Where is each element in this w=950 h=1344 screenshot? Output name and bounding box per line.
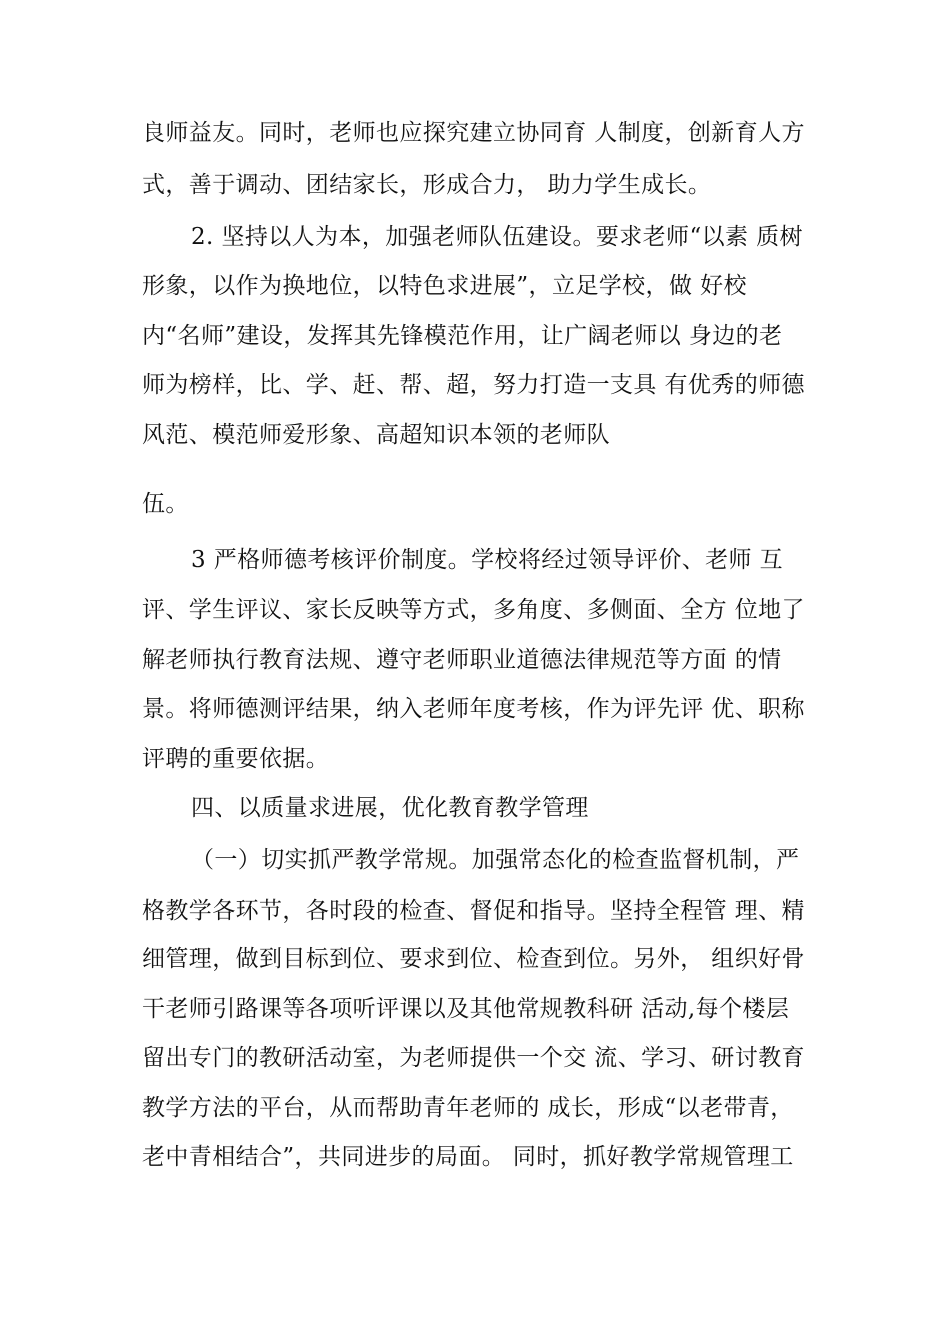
text-line: （一）切实抓严教学常规。加强常态化的检查监督机制，严: [191, 847, 800, 873]
text-line: 教学方法的平台，从而帮助青年老师的 成长，形成“以老带青，: [142, 1095, 794, 1121]
text-line: 留出专门的教研活动室，为老师提供一个交 流、学习、研讨教育: [142, 1045, 805, 1071]
text-line: 3 严格师德考核评价制度。学校将经过领导评价、老师 互: [191, 547, 784, 573]
text-line: 解老师执行教育法规、遵守老师职业道德法律规范等方面 的情: [142, 647, 782, 673]
text-line: 2. 坚持以人为本，加强老师队伍建设。要求老师“以素 质树: [191, 224, 803, 250]
text-line: 伍。: [142, 491, 189, 517]
text-line: 细管理，做到目标到位、要求到位、检查到位。另外， 组织好骨: [142, 946, 805, 972]
text-line: 格教学各环节，各时段的检查、督促和指导。坚持全程管 理、精: [142, 898, 805, 924]
text-line: 形象，以作为换地位，以特色求进展”，立足学校，做 好校: [142, 273, 747, 299]
text-line: 师为榜样，比、学、赶、帮、超，努力打造一支具 有优秀的师德: [142, 372, 805, 398]
text-line: 景。将师德测评结果，纳入老师年度考核，作为评先评 优、职称: [142, 696, 805, 722]
text-line: 内“名师”建设，发挥其先锋模范作用，让广阔老师以 身边的老: [142, 323, 783, 349]
text-line: 干老师引路课等各项听评课以及其他常规教科研 活动,每个楼层: [142, 996, 790, 1022]
text-line: 老中青相结合”，共同进步的局面。 同时，抓好教学常规管理工: [142, 1144, 794, 1170]
text-line: 风范、模范师爱形象、高超知识本领的老师队: [142, 422, 610, 448]
section-heading: 四、以质量求进展，优化教育教学管理: [191, 795, 589, 821]
text-line: 评聘的重要依据。: [142, 746, 330, 772]
text-line: 评、学生评议、家长反映等方式，多角度、多侧面、全方 位地了: [142, 597, 805, 623]
text-line: 式，善于调动、团结家长，形成合力， 助力学生成长。: [142, 172, 712, 198]
text-line: 良师益友。同时，老师也应探究建立协同育 人制度，创新育人方: [142, 120, 805, 146]
